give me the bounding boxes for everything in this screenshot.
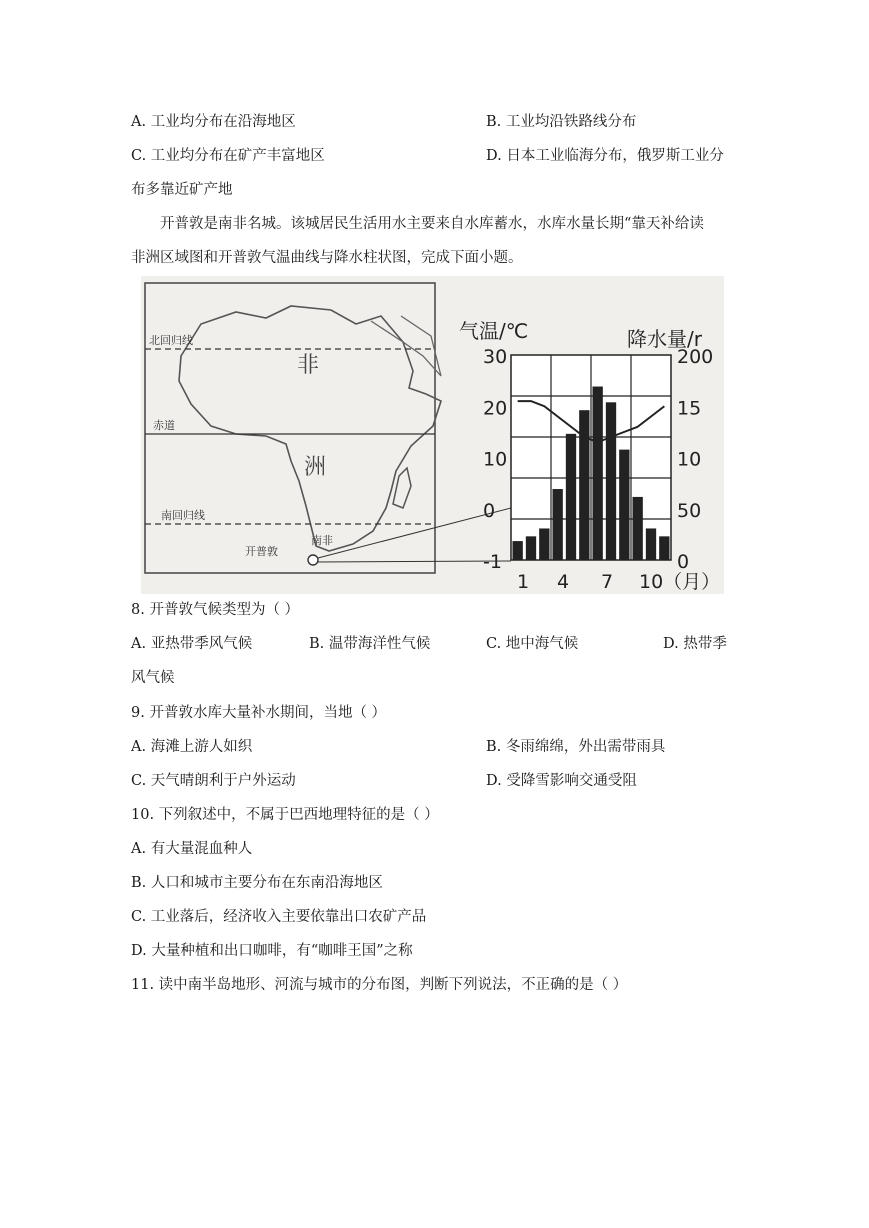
africa-continent-outline bbox=[179, 306, 441, 551]
q9-stem: 9. 开普敦水库大量补水期间，当地（ ） bbox=[131, 705, 387, 721]
q9-option-b: B. 冬雨绵绵，外出需带雨具 bbox=[486, 739, 666, 755]
precipitation-bar bbox=[633, 497, 643, 560]
precipitation-bar bbox=[619, 450, 629, 560]
q7-option-b: B. 工业均沿铁路线分布 bbox=[486, 114, 637, 130]
q11-stem: 11. 读中南半岛地形、河流与城市的分布图，判断下列说法，不正确的是（ ） bbox=[131, 977, 628, 993]
chart-left-tick-label: -1 bbox=[483, 551, 502, 573]
cape-town-marker bbox=[308, 555, 318, 565]
precipitation-bar bbox=[593, 387, 603, 560]
intro-paragraph-line1: 开普敦是南非名城。该城居民生活用水主要来自水库蓄水，水库水量长期“靠天补给读 bbox=[160, 216, 704, 232]
label-cape-town: 开普敦 bbox=[245, 545, 278, 558]
q10-stem: 10. 下列叙述中，不属于巴西地理特征的是（ ） bbox=[131, 807, 439, 823]
chart-x-tick-label: 4 bbox=[557, 571, 570, 593]
chart-right-tick-label: 50 bbox=[677, 499, 702, 522]
chart-left-tick-label: 20 bbox=[483, 397, 508, 420]
q7-option-c: C. 工业均分布在矿产丰富地区 bbox=[131, 148, 325, 164]
climate-chart bbox=[459, 319, 720, 593]
q9-option-c: C. 天气晴朗利于户外运动 bbox=[131, 773, 296, 789]
q8-option-b: B. 温带海洋性气候 bbox=[309, 636, 431, 652]
precipitation-bar bbox=[526, 536, 536, 560]
chart-left-tick-label: 10 bbox=[483, 448, 508, 471]
chart-right-tick-label: 200 bbox=[677, 346, 714, 368]
q10-option-b: B. 人口和城市主要分布在东南沿海地区 bbox=[131, 875, 383, 891]
africa-map-climate-figure bbox=[141, 276, 724, 594]
label-continent-fei: 非 bbox=[297, 353, 320, 378]
chart-x-tick-label: 1 bbox=[517, 571, 530, 593]
precipitation-bar bbox=[566, 434, 576, 560]
precipitation-bar bbox=[513, 541, 523, 560]
q9-option-d: D. 受降雪影响交通受阻 bbox=[486, 773, 637, 789]
q8-option-d: D. 热带季 bbox=[663, 636, 727, 652]
precipitation-bar bbox=[659, 536, 669, 560]
chart-x-tick-label: 10（月） bbox=[639, 571, 721, 593]
label-south-africa: 南非 bbox=[311, 534, 333, 547]
precipitation-bar bbox=[539, 528, 549, 560]
intro-paragraph-line2: 非洲区域图和开普敦气温曲线与降水柱状图，完成下面小题。 bbox=[131, 250, 523, 266]
label-equator: 赤道 bbox=[153, 419, 175, 432]
q10-option-d: D. 大量种植和出口咖啡，有“咖啡王国”之称 bbox=[131, 943, 413, 959]
figure-svg bbox=[141, 276, 724, 594]
map-frame bbox=[145, 283, 435, 573]
temperature-axis-label: 气温/℃ bbox=[459, 319, 529, 343]
chart-right-tick-label: 10 bbox=[677, 448, 702, 471]
q8-option-d-continued: 风气候 bbox=[131, 670, 175, 686]
precipitation-bar bbox=[606, 402, 616, 560]
label-tropic-capricorn: 南回归线 bbox=[161, 509, 205, 522]
chart-left-tick-label: 0 bbox=[483, 499, 496, 522]
chart-right-tick-label: 15 bbox=[677, 397, 702, 420]
chart-left-tick-label: 30 bbox=[483, 346, 508, 368]
q7-option-d: D. 日本工业临海分布，俄罗斯工业分 bbox=[486, 148, 724, 164]
q7-option-d-continued: 布多靠近矿产地 bbox=[131, 182, 233, 198]
q7-option-a: A. 工业均分布在沿海地区 bbox=[131, 114, 296, 130]
arabia-outline bbox=[371, 316, 441, 376]
chart-x-tick-label: 7 bbox=[601, 571, 614, 593]
q10-option-a: A. 有大量混血种人 bbox=[131, 841, 253, 857]
precipitation-bar bbox=[579, 410, 589, 560]
chart-right-tick-label: 0 bbox=[677, 551, 690, 573]
precipitation-bar bbox=[646, 528, 656, 560]
q8-option-c: C. 地中海气候 bbox=[486, 636, 579, 652]
precipitation-bar bbox=[553, 489, 563, 560]
label-tropic-cancer: 北回归线 bbox=[149, 334, 193, 347]
label-continent-zhou: 洲 bbox=[304, 455, 327, 480]
q9-option-a: A. 海滩上游人如织 bbox=[131, 739, 253, 755]
precipitation-axis-label: 降水量/r bbox=[627, 327, 702, 351]
q10-option-c: C. 工业落后，经济收入主要依靠出口农矿产品 bbox=[131, 909, 427, 925]
q8-option-a: A. 亚热带季风气候 bbox=[131, 636, 253, 652]
q8-stem: 8. 开普敦气候类型为（ ） bbox=[131, 602, 300, 618]
